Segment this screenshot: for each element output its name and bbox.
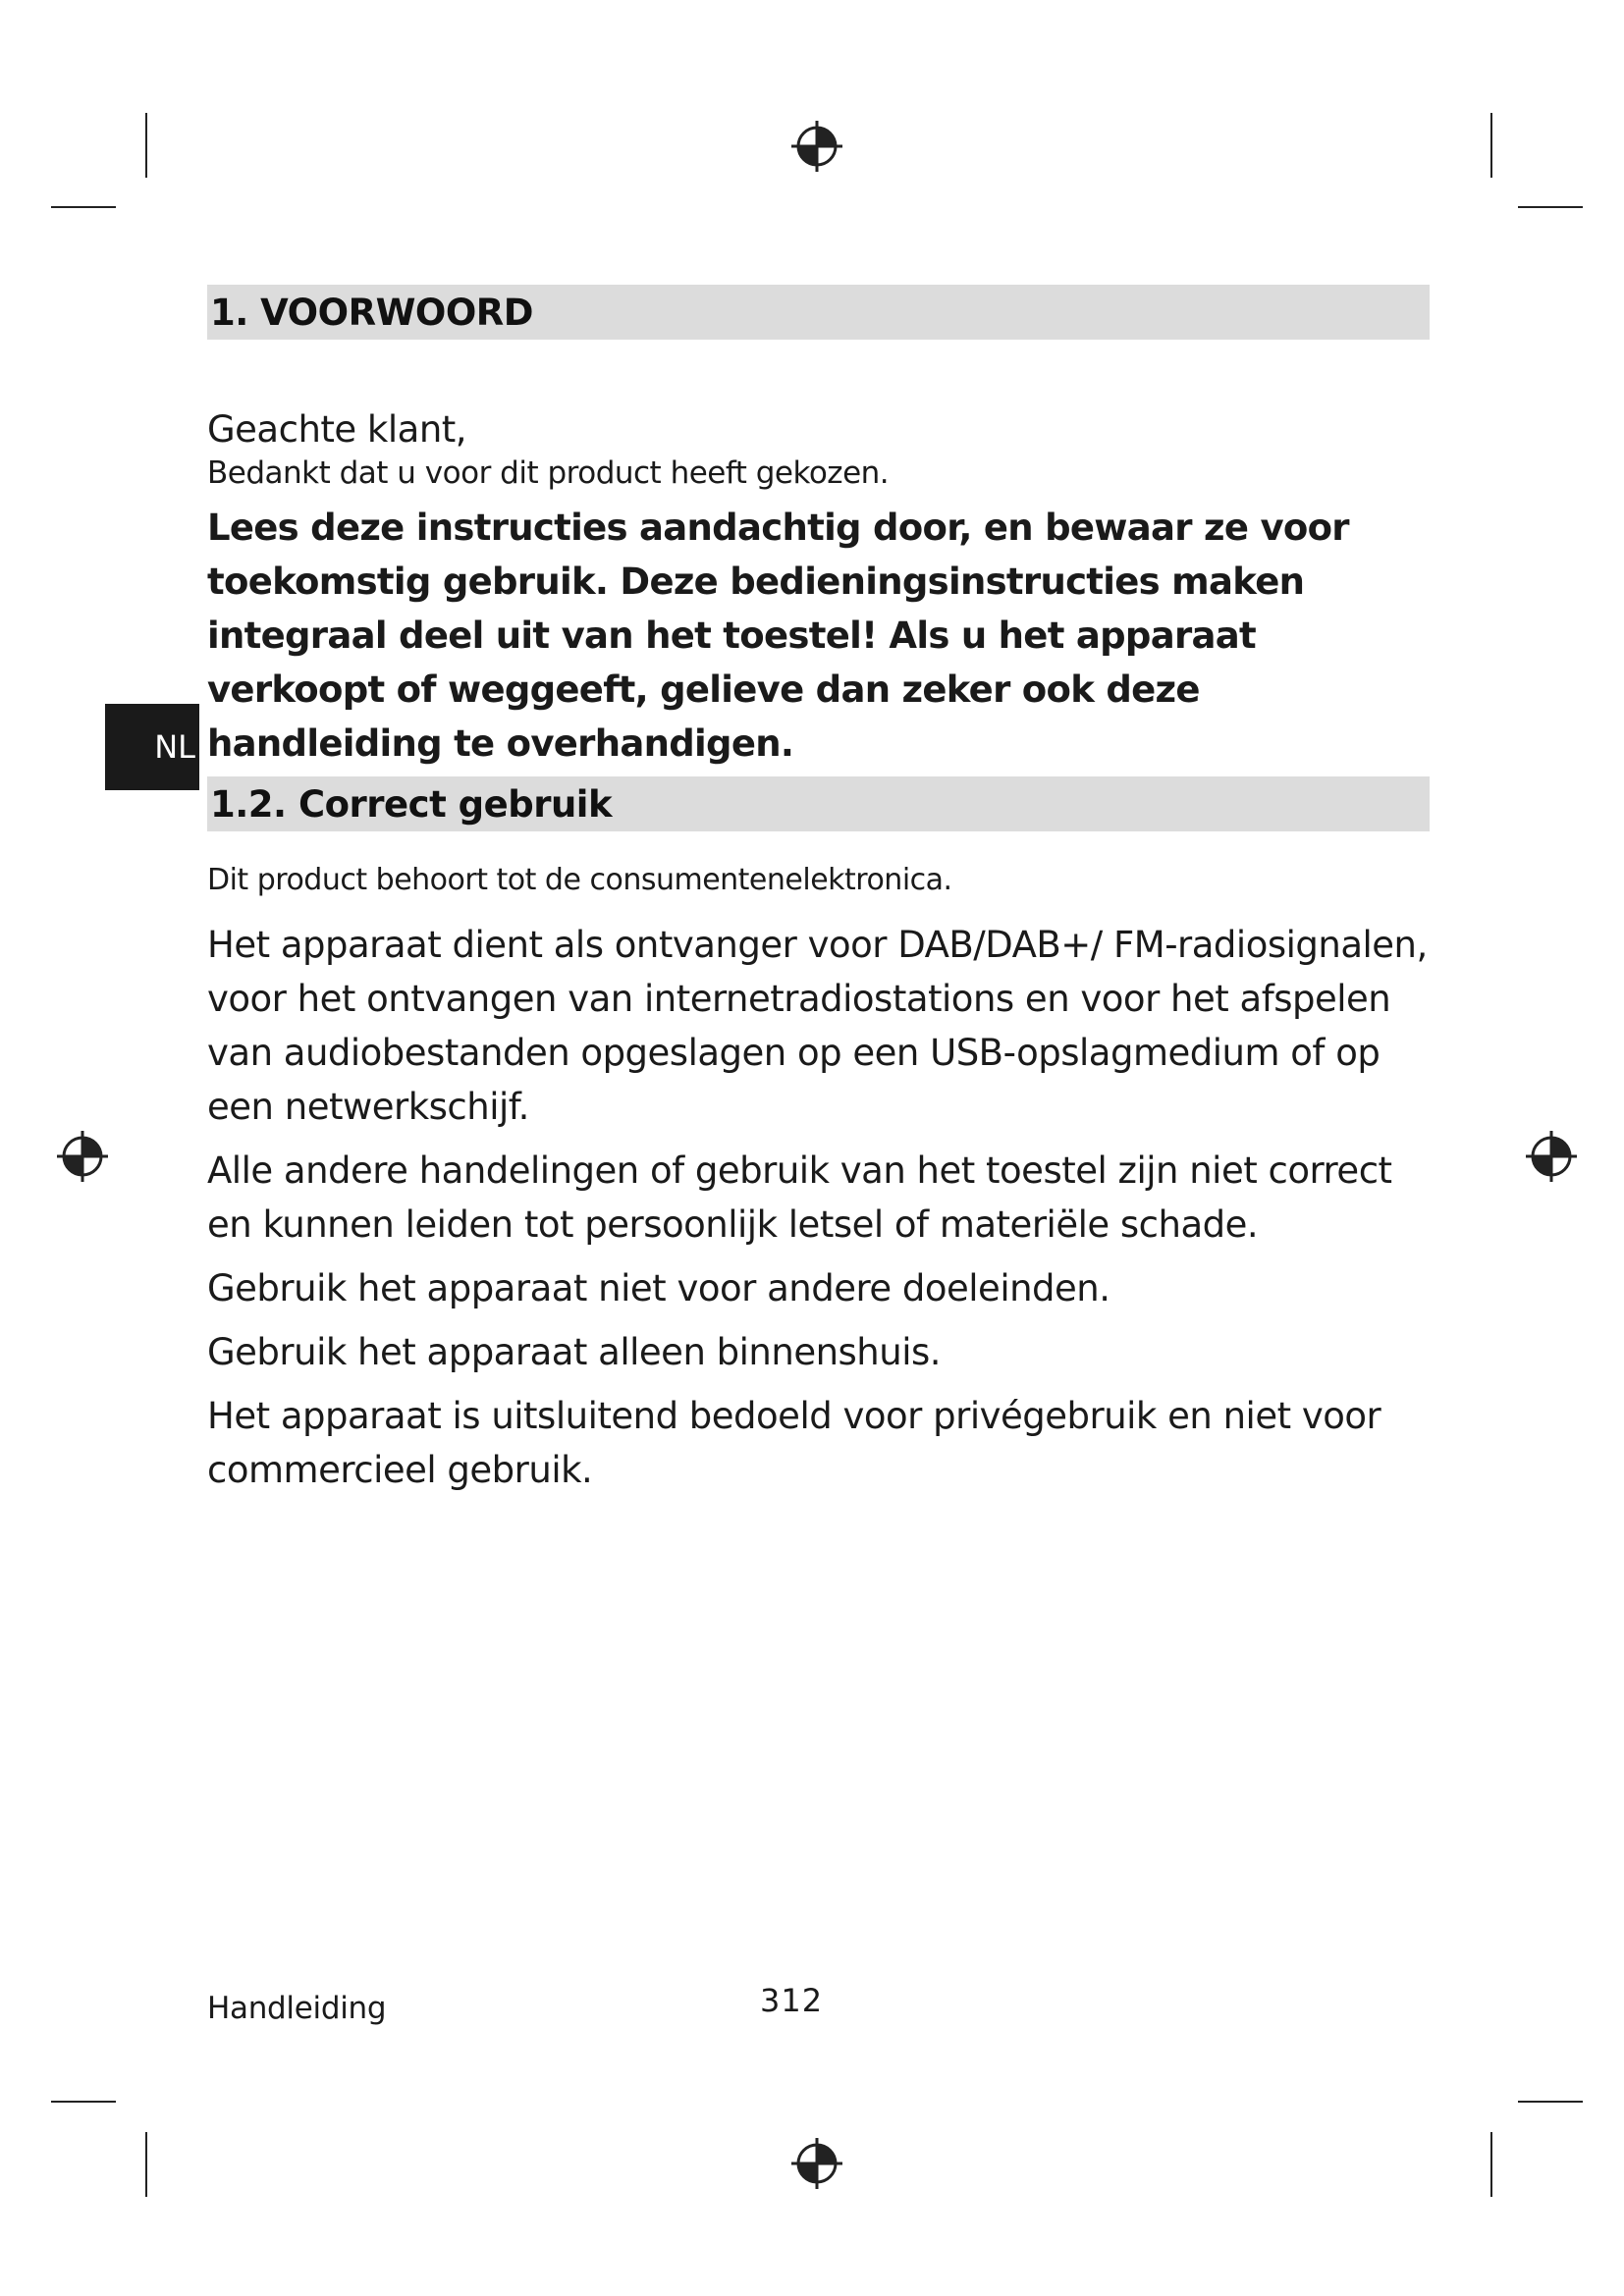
registration-mark-bottom-icon: [789, 2136, 844, 2191]
intro-text: Dit product behoort tot de consumentenelektronica.: [207, 863, 952, 897]
paragraph-private-use: Het apparaat is uitsluitend bedoeld voor privégebruik en niet voor commercieel gebruik.: [207, 1395, 1381, 1491]
registration-mark-right-icon: [1524, 1129, 1579, 1184]
language-tab: NL: [105, 704, 199, 790]
greeting-text: Geachte klant,: [207, 408, 467, 451]
crop-mark-bottom-left-vertical: [145, 2132, 147, 2197]
crop-mark-top-left-horizontal: [51, 206, 116, 208]
registration-mark-left-icon: [55, 1129, 110, 1184]
section-heading-correct-gebruik: 1.2. Correct gebruik: [207, 776, 1430, 831]
crop-mark-top-right-vertical: [1490, 113, 1492, 178]
page-number: 312: [760, 1982, 824, 2019]
registration-mark-top-icon: [789, 119, 844, 174]
crop-mark-top-right-horizontal: [1518, 206, 1583, 208]
instructions-notice: Lees deze instructies aandachtig door, en bewaar ze voor toekomstig gebruik. Deze bedieningsinstructies maken integraal deel uit van het toestel! Als u het apparaat verkoopt of weggeeft, gelieve dan zeker ook deze handleiding te overhandigen.: [207, 507, 1349, 765]
footer-label: Handleiding: [207, 1991, 387, 2026]
paragraph-device-purpose: Het apparaat dient als ontvanger voor DAB/DAB+/ FM-radiosignalen, voor het ontvangen van internetradiostations en voor het afspelen van audiobestanden opgeslagen op een USB-opslagmedium of op een netwerkschijf.: [207, 924, 1428, 1128]
crop-mark-bottom-right-vertical: [1490, 2132, 1492, 2197]
section-heading-voorwoord: 1. VOORWOORD: [207, 285, 1430, 340]
paragraph-other-purposes: Gebruik het apparaat niet voor andere doeleinden.: [207, 1267, 1110, 1309]
crop-mark-bottom-left-horizontal: [51, 2101, 116, 2103]
main-content: [207, 285, 1430, 1507]
paragraph-incorrect-use: Alle andere handelingen of gebruik van het toestel zijn niet correct en kunnen leiden tot persoonlijk letsel of materiële schade.: [207, 1149, 1392, 1246]
crop-mark-top-left-vertical: [145, 113, 147, 178]
paragraph-indoor-use: Gebruik het apparaat alleen binnenshuis.: [207, 1331, 942, 1373]
crop-mark-bottom-right-horizontal: [1518, 2101, 1583, 2103]
thanks-text: Bedankt dat u voor dit product heeft gekozen.: [207, 455, 890, 491]
